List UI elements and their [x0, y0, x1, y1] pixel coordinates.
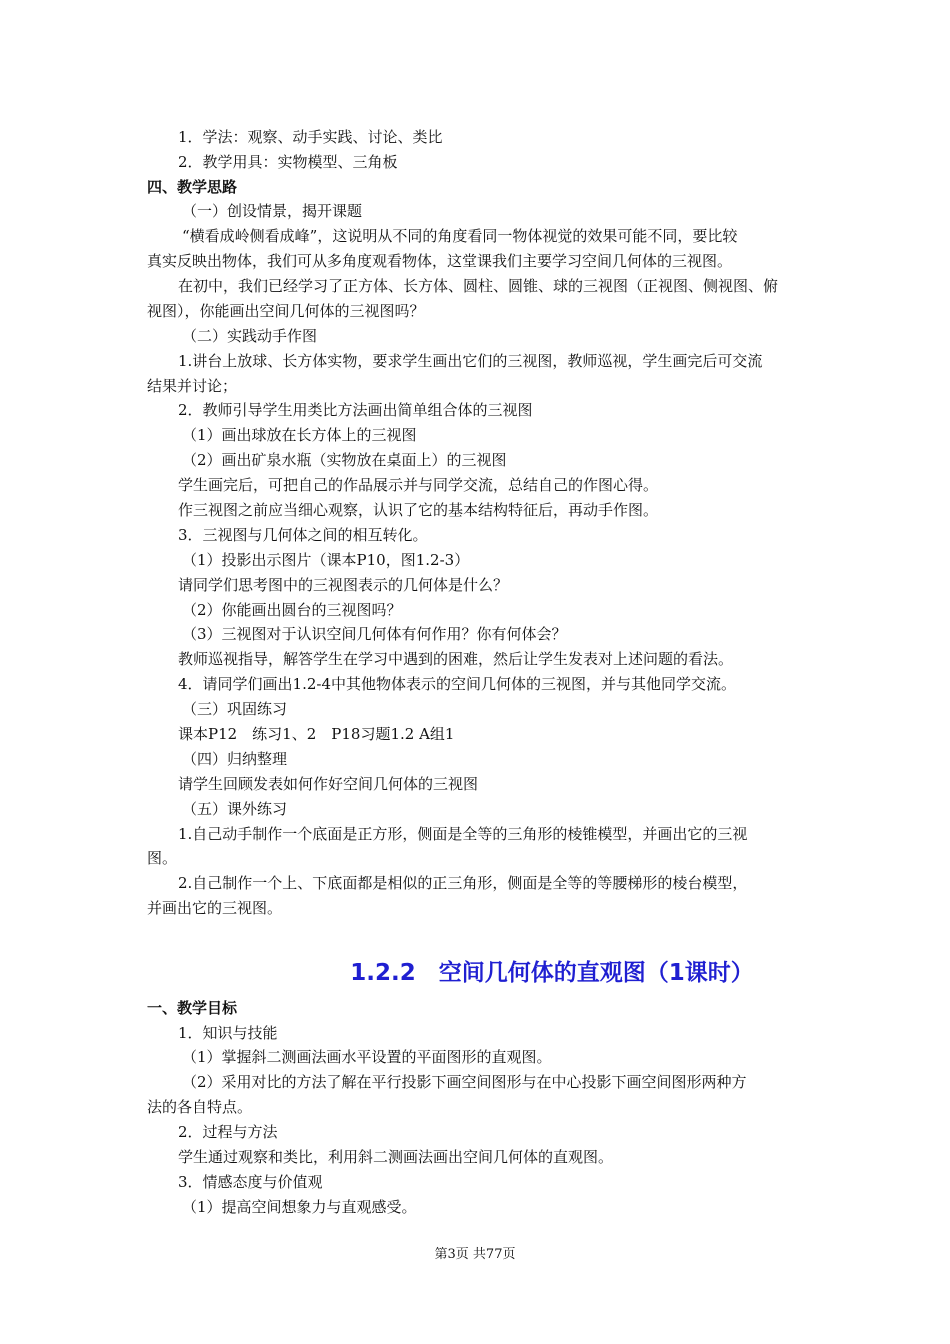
page-footer: 第3页 共77页	[434, 1247, 516, 1262]
text-line: 图。	[147, 849, 178, 867]
text-line: 2．教学用具：实物模型、三角板	[178, 153, 398, 171]
text-line: （2）采用对比的方法了解在平行投影下画空间图形与在中心投影下画空间图形两种方	[182, 1073, 747, 1091]
text-line: 在初中，我们已经学习了正方体、长方体、圆柱、圆锥、球的三视图（正视图、侧视图、俯	[178, 277, 779, 295]
text-line: 视图），你能画出空间几何体的三视图吗？	[147, 302, 425, 320]
subsection-heading: （四）归纳整理	[182, 750, 288, 768]
subsection-heading: （三）巩固练习	[182, 700, 288, 718]
text-line: 请学生回顾发表如何作好空间几何体的三视图	[178, 775, 479, 793]
text-line: （1）画出球放在长方体上的三视图	[182, 426, 417, 444]
subsection-heading: （五）课外练习	[182, 800, 288, 818]
text-line: 作三视图之前应当细心观察，认识了它的基本结构特征后，再动手作图。	[178, 501, 659, 519]
text-line: 4．请同学们画出1.2-4中其他物体表示的空间几何体的三视图，并与其他同学交流。	[178, 675, 737, 693]
text-line: 3．情感态度与价值观	[178, 1173, 323, 1191]
subsection-heading: （二）实践动手作图	[182, 327, 318, 345]
section-title: 1.2.2 空间几何体的直观图（1课时）	[350, 960, 754, 986]
section-heading: 四、教学思路	[147, 178, 238, 196]
text-line: 3．三视图与几何体之间的相互转化。	[178, 526, 428, 544]
text-line: （3）三视图对于认识空间几何体有何作用？你有何体会？	[182, 625, 567, 643]
text-line: 1.讲台上放球、长方体实物，要求学生画出它们的三视图，教师巡视，学生画完后可交流	[178, 352, 763, 370]
text-line: （1）提高空间想象力与直观感受。	[182, 1198, 417, 1216]
text-line: （1）投影出示图片（课本P10，图1.2-3）	[182, 551, 470, 569]
text-line: 学生通过观察和类比，利用斜二测画法画出空间几何体的直观图。	[178, 1148, 614, 1166]
text-line: 2.自己制作一个上、下底面都是相似的正三角形，侧面是全等的等腰梯形的棱台模型，	[178, 874, 748, 892]
text-line: 真实反映出物体，我们可从多角度观看物体，这堂课我们主要学习空间几何体的三视图。	[147, 252, 733, 270]
text-line: 请同学们思考图中的三视图表示的几何体是什么？	[178, 576, 509, 594]
text-line: （2）你能画出圆台的三视图吗？	[182, 601, 402, 619]
text-line: 1.自己动手制作一个底面是正方形，侧面是全等的三角形的棱锥模型，并画出它的三视	[178, 825, 748, 843]
text-line: 学生画完后，可把自己的作品展示并与同学交流，总结自己的作图心得。	[178, 476, 659, 494]
text-line: （2）画出矿泉水瓶（实物放在桌面上）的三视图	[182, 451, 507, 469]
text-line: 2．过程与方法	[178, 1123, 278, 1141]
text-line: 1．知识与技能	[178, 1024, 278, 1042]
text-line: 1．学法：观察、动手实践、讨论、类比	[178, 128, 443, 146]
text-line: （1）掌握斜二测画法画水平设置的平面图形的直观图。	[182, 1048, 552, 1066]
text-line: 课本P12 练习1、2 P18习题1.2 A组1	[178, 725, 455, 743]
section-heading: 一、教学目标	[147, 999, 238, 1017]
text-line: 结果并讨论；	[147, 377, 238, 395]
text-line: 教师巡视指导，解答学生在学习中遇到的困难，然后让学生发表对上述问题的看法。	[178, 650, 734, 668]
text-line: “横看成岭侧看成峰”，这说明从不同的角度看同一物体视觉的效果可能不同，要比较	[182, 227, 738, 245]
subsection-heading: （一）创设情景，揭开课题	[182, 202, 363, 220]
text-line: 法的各自特点。	[147, 1098, 253, 1116]
text-line: 并画出它的三视图。	[147, 899, 283, 917]
text-line: 2．教师引导学生用类比方法画出简单组合体的三视图	[178, 401, 533, 419]
